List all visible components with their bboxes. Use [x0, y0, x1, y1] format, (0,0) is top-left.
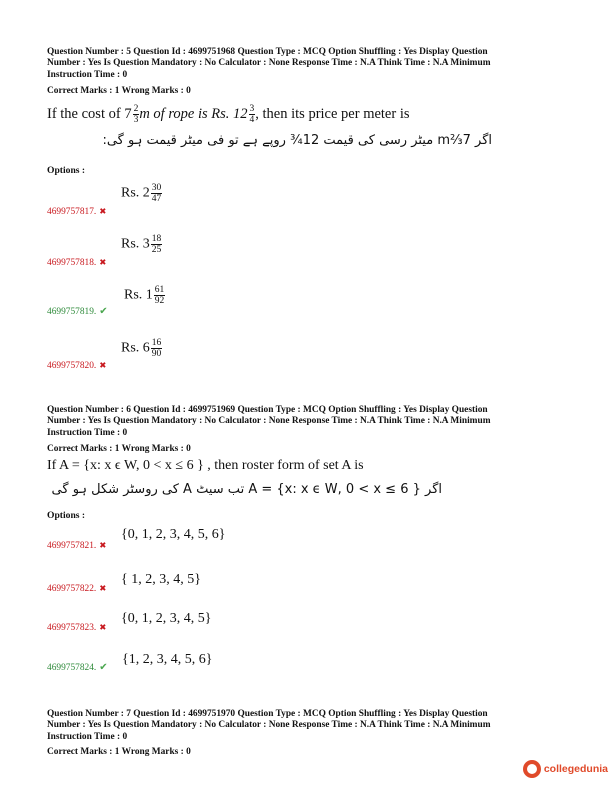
q5-option-4-value: [121, 338, 162, 359]
q5-option-2[interactable]: [47, 257, 106, 268]
q6-question-text: If A = {x: x ϵ W, 0 < x ≤ 6 } , then roster form of set A is: [47, 458, 364, 473]
q5-option-2-prefix: Rs. 3: [121, 236, 150, 252]
q5-meta-line3: Instruction Time : 0: [47, 69, 128, 80]
q5-option-1-prefix: Rs. 2: [121, 185, 150, 201]
q5-marks: Correct Marks : 1 Wrong Marks : 0: [47, 86, 191, 96]
q5-text-part3: , then its price per meter is: [255, 105, 410, 122]
q5-option-2-value: [121, 234, 162, 255]
q5-fraction-2-den: 4: [249, 115, 255, 125]
q5-options-label: Options :: [47, 165, 86, 176]
cross-icon: ✖: [99, 257, 107, 267]
q5-option-2-num: 18: [151, 234, 162, 244]
q5-option-3-value: [124, 285, 165, 306]
q5-fraction-1-num: 2: [133, 104, 139, 114]
q5-option-1-fraction: [151, 183, 163, 204]
q6-meta-line2: Number : Yes Is Question Mandatory : No Calculator : None Response Time : N.A Think Time : N.A Minimum: [47, 416, 491, 427]
q5-option-4-prefix: Rs. 6: [121, 340, 150, 356]
q6-meta-line1: Question Number : 6 Question Id : 4699751969 Question Type : MCQ Option Shuffling : Yes Display Question: [47, 405, 488, 415]
q5-option-1-id: 4699757817.: [47, 207, 97, 217]
q6-meta-line3: Instruction Time : 0: [47, 427, 128, 438]
q6-option-1-value: {0, 1, 2, 3, 4, 5, 6}: [121, 527, 226, 542]
q7-meta-line1: Question Number : 7 Question Id : 4699751970 Question Type : MCQ Option Shuffling : Yes Display Question: [47, 709, 488, 719]
q5-urdu-text: اگر 7⅔m میٹر رسی کی قیمت 12¾ روپے ہے تو فی میٹر قیمت ہو گی:: [102, 133, 492, 148]
q5-option-4-num: 16: [151, 338, 162, 348]
q6-option-3-id: 4699757823.: [47, 623, 97, 633]
q6-option-1-id: 4699757821.: [47, 541, 97, 551]
q5-option-4-id: 4699757820.: [47, 361, 97, 371]
q6-meta: [47, 405, 567, 439]
brand-name: collegedunia: [543, 763, 608, 775]
q7-marks: Correct Marks : 1 Wrong Marks : 0: [47, 747, 191, 757]
check-icon: ✔: [99, 662, 108, 673]
q5-option-1[interactable]: [47, 206, 106, 217]
q5-option-2-id: 4699757818.: [47, 258, 97, 268]
q5-text-part2: m of rope is Rs. 12: [139, 105, 248, 122]
cross-icon: ✖: [99, 206, 107, 216]
q5-fraction-1-den: 3: [133, 115, 139, 125]
q6-option-2[interactable]: [47, 583, 106, 594]
brand-logo[interactable]: [523, 760, 608, 778]
q5-option-3-den: 92: [154, 296, 165, 306]
cross-icon: ✖: [99, 622, 107, 632]
q6-option-2-id: 4699757822.: [47, 584, 97, 594]
cross-icon: ✖: [99, 360, 107, 370]
q5-fraction-2-num: 3: [249, 104, 255, 114]
q6-urdu-text: اگر A = {x: x ϵ W, 0 < x ≤ 6 } تب سیٹ A کی روسٹر شکل ہو گی: [51, 482, 442, 497]
q6-options-label: Options :: [47, 510, 86, 521]
q7-meta-line3: Instruction Time : 0: [47, 731, 128, 742]
q6-option-1[interactable]: [47, 540, 106, 551]
q6-marks: Correct Marks : 1 Wrong Marks : 0: [47, 444, 191, 454]
q5-option-3-prefix: Rs. 1: [124, 287, 153, 303]
q5-meta-line1: Question Number : 5 Question Id : 4699751968 Question Type : MCQ Option Shuffling : Yes Display Question: [47, 47, 488, 57]
q5-option-3-id: 4699757819.: [47, 307, 97, 317]
q6-option-3-value: {0, 1, 2, 3, 4, 5}: [121, 611, 212, 626]
q7-meta-line2: Number : Yes Is Question Mandatory : No Calculator : None Response Time : N.A Think Time : N.A Minimum: [47, 720, 491, 731]
q5-option-1-value: [121, 183, 162, 204]
q5-option-2-fraction: [151, 234, 163, 255]
cross-icon: ✖: [99, 583, 107, 593]
q6-option-3[interactable]: [47, 622, 106, 633]
q5-option-2-den: 25: [151, 245, 162, 255]
q5-text-part1: If the cost of: [47, 105, 121, 122]
cross-icon: ✖: [99, 540, 107, 550]
logo-icon: [523, 760, 541, 778]
q5-meta: [47, 47, 567, 81]
q6-option-4[interactable]: [47, 662, 108, 673]
q6-option-4-id: 4699757824.: [47, 663, 97, 673]
q5-option-1-den: 47: [151, 194, 162, 204]
q6-option-2-value: { 1, 2, 3, 4, 5}: [121, 572, 201, 587]
q5-meta-line2: Number : Yes Is Question Mandatory : No Calculator : None Response Time : N.A Think Time : N.A Minimum: [47, 58, 491, 69]
q6-option-4-value: {1, 2, 3, 4, 5, 6}: [122, 652, 213, 667]
q5-option-3-fraction: [154, 285, 166, 306]
q5-option-1-num: 30: [151, 183, 162, 193]
check-icon: ✔: [99, 306, 108, 317]
q5-question-text: [47, 104, 410, 125]
q5-option-4[interactable]: [47, 360, 106, 371]
q5-option-3[interactable]: [47, 306, 108, 317]
q5-option-3-num: 61: [154, 285, 165, 295]
q5-option-4-den: 90: [151, 349, 162, 359]
q7-meta: [47, 709, 567, 743]
q5-option-4-fraction: [151, 338, 163, 359]
q5-mixed1-whole: 7: [124, 105, 132, 122]
